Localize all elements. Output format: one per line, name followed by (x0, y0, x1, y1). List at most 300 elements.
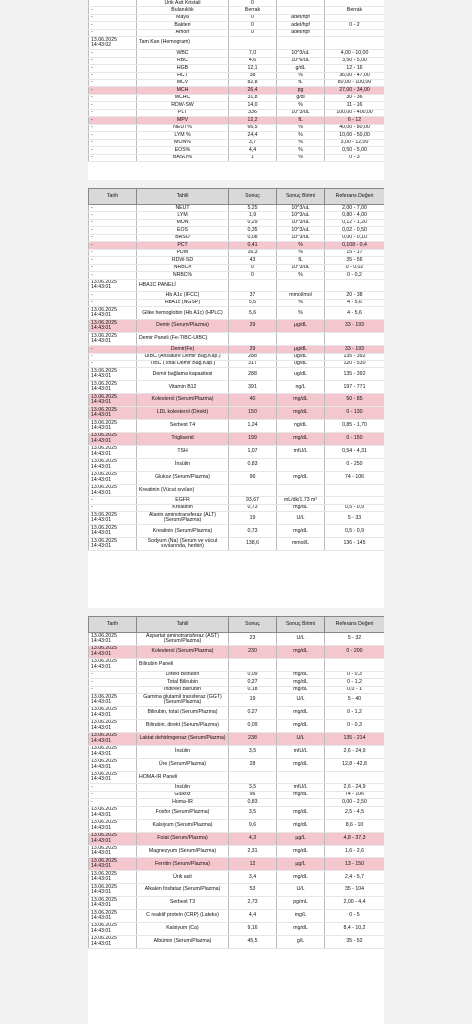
date-cell: - (89, 497, 137, 504)
reference-cell: 197 - 771 (325, 381, 385, 394)
reference-cell: 20 - 38 (325, 292, 385, 299)
date-cell: - (89, 272, 137, 279)
date-cell: - (89, 264, 137, 271)
header-test: Tahlil (137, 617, 229, 633)
reference-cell: 5 - 32 (325, 633, 385, 646)
date-cell: - (89, 791, 137, 798)
date-cell: - (89, 50, 137, 57)
test-name-cell: MON (137, 219, 229, 226)
date-cell: - (89, 212, 137, 219)
result-cell: 0,73 (229, 504, 277, 511)
table-row (89, 292, 385, 299)
test-name-cell: Demir Paneli (Fe-TIBC-UIBC) (137, 333, 229, 346)
test-name-cell: PCT (137, 242, 229, 249)
lab-results-table-1 (88, 0, 384, 162)
report-page-2 (88, 188, 384, 608)
table-row (89, 538, 385, 551)
date-cell: 13.06.2025 14:43:01 (89, 706, 137, 719)
date-cell: 13.06.2025 14:43:01 (89, 381, 137, 394)
section-row (89, 37, 385, 50)
date-cell: - (89, 227, 137, 234)
result-cell: 5,6 (229, 307, 277, 320)
reference-cell: 30 - 36 (325, 94, 385, 101)
date-cell: - (89, 353, 137, 360)
table-row (89, 272, 385, 279)
date-cell: - (89, 249, 137, 256)
table-row (89, 360, 385, 367)
result-cell: 16,3 (229, 249, 277, 256)
unit-cell: mg/dL (277, 706, 325, 719)
table-row (89, 139, 385, 146)
table-row (89, 320, 385, 333)
unit-cell: % (277, 299, 325, 306)
date-cell: 13.06.2025 14:43:01 (89, 407, 137, 420)
test-name-cell: RDW-SD (137, 257, 229, 264)
table-row (89, 745, 385, 758)
unit-cell (277, 658, 325, 671)
table-row (89, 504, 385, 511)
test-name-cell: WBC (137, 50, 229, 57)
date-cell: - (89, 234, 137, 241)
unit-cell: U/L (277, 694, 325, 707)
table-row (89, 884, 385, 897)
unit-cell: mg/dL (277, 806, 325, 819)
result-cell: 336 (229, 109, 277, 116)
result-cell: 12,1 (229, 65, 277, 72)
unit-cell: µg/L (277, 832, 325, 845)
unit-cell: mg/dL (277, 871, 325, 884)
reference-cell: 0 - 0,3 (325, 671, 385, 678)
result-cell: 3,7 (229, 139, 277, 146)
result-cell: 82,8 (229, 79, 277, 86)
test-name-cell: MCV (137, 79, 229, 86)
table-row (89, 407, 385, 420)
test-name-cell: Kalsiyum (Ca) (137, 922, 229, 935)
unit-cell: µg/dL (277, 346, 325, 353)
date-cell: 13.06.2025 14:43:01 (89, 538, 137, 551)
unit-cell: mIU/L (277, 745, 325, 758)
result-cell: 26,4 (229, 87, 277, 94)
date-cell: 13.06.2025 14:43:01 (89, 758, 137, 771)
unit-cell: 10^3/uL (277, 234, 325, 241)
date-cell: - (89, 132, 137, 139)
test-name-cell: Bilirubin, direkt (Serum/Plazma) (137, 719, 229, 732)
test-name-cell: Demir(Fe) (137, 346, 229, 353)
unit-cell: 10^3/uL (277, 212, 325, 219)
test-name-cell: MCHC (137, 94, 229, 101)
test-name-cell: Ferritin (Serum/Plazma) (137, 858, 229, 871)
result-cell: 53 (229, 884, 277, 897)
table-row (89, 132, 385, 139)
table-row (89, 525, 385, 538)
unit-cell: % (277, 147, 325, 154)
reference-cell: 3,00 - 12,00 (325, 139, 385, 146)
reference-cell: 0 - 200 (325, 645, 385, 658)
test-name-cell: Glike hemoglobin (Hb A1c) (HPLC) (137, 307, 229, 320)
table-row (89, 819, 385, 832)
table-row (89, 242, 385, 249)
unit-cell: % (277, 249, 325, 256)
result-cell: 5,6 (229, 299, 277, 306)
unit-cell: mg/dL (277, 432, 325, 445)
table-row (89, 147, 385, 154)
table-row (89, 671, 385, 678)
date-cell: 13.06.2025 14:43:01 (89, 279, 137, 292)
date-cell: 13.06.2025 14:43:01 (89, 484, 137, 497)
section-row (89, 771, 385, 784)
reference-cell: 0 - 130 (325, 407, 385, 420)
test-name-cell: Fosfor (Serum/Plazma) (137, 806, 229, 819)
reference-cell: 15 - 17 (325, 249, 385, 256)
date-cell: - (89, 139, 137, 146)
unit-cell (277, 484, 325, 497)
date-cell: 13.06.2025 14:43:01 (89, 432, 137, 445)
table-row (89, 758, 385, 771)
unit-cell: 10^3/uL (277, 227, 325, 234)
test-name-cell: Alkalen fosfataz (Serum/Plazma) (137, 884, 229, 897)
reference-cell (325, 279, 385, 292)
table-row (89, 0, 385, 7)
date-cell: 13.06.2025 14:43:01 (89, 471, 137, 484)
table-row (89, 299, 385, 306)
test-name-cell: Vitamin B12 (137, 381, 229, 394)
table-row (89, 124, 385, 131)
date-cell: - (89, 7, 137, 14)
test-name-cell: Üre (Serum/Plazma) (137, 758, 229, 771)
test-name-cell: HCT (137, 72, 229, 79)
test-name-cell: MCH (137, 87, 229, 94)
unit-cell (277, 799, 325, 806)
reference-cell: 0 - 1,2 (325, 679, 385, 686)
date-cell: 13.06.2025 14:43:01 (89, 719, 137, 732)
unit-cell: adet/hpf (277, 22, 325, 29)
section-row (89, 333, 385, 346)
result-cell: 29 (229, 346, 277, 353)
unit-cell: mg/dL (277, 758, 325, 771)
unit-cell: mg/dL (277, 407, 325, 420)
unit-cell: ug/dL (277, 360, 325, 367)
test-name-cell: Sodyum (Na) (Serum ve vücut sıvılarında, herbiri) (137, 538, 229, 551)
table-row (89, 346, 385, 353)
date-cell: - (89, 65, 137, 72)
test-name-cell: EGFR (137, 497, 229, 504)
reference-cell: 6 - 12 (325, 117, 385, 124)
reference-cell: 50 - 85 (325, 394, 385, 407)
result-cell: 23 (229, 633, 277, 646)
result-cell: 2,73 (229, 897, 277, 910)
unit-cell: 10^3/uL (277, 264, 325, 271)
table-row (89, 57, 385, 64)
result-cell: 1,07 (229, 445, 277, 458)
reference-cell: 74 - 106 (325, 791, 385, 798)
unit-cell (277, 7, 325, 14)
test-name-cell: Bilirubin Paneli (137, 658, 229, 671)
date-cell: 13.06.2025 14:43:01 (89, 307, 137, 320)
result-cell: 45,5 (229, 935, 277, 948)
section-row (89, 484, 385, 497)
result-cell: 0 (229, 29, 277, 36)
unit-cell: ng/L (277, 381, 325, 394)
date-cell: - (89, 109, 137, 116)
test-name-cell: NRBC% (137, 272, 229, 279)
unit-cell: % (277, 124, 325, 131)
date-cell: - (89, 292, 137, 299)
unit-cell: mg/dL (277, 471, 325, 484)
unit-cell: mg/dL (277, 686, 325, 693)
unit-cell: g/L (277, 935, 325, 948)
test-name-cell: Direkt Bilirubin (137, 671, 229, 678)
reference-cell: 2,6 - 24,9 (325, 784, 385, 791)
table-row (89, 234, 385, 241)
result-cell: 1 (229, 154, 277, 161)
result-cell: 0 (229, 0, 277, 7)
unit-cell: fL (277, 117, 325, 124)
table-row (89, 368, 385, 381)
result-cell: 38 (229, 72, 277, 79)
date-cell: 13.06.2025 14:43:01 (89, 910, 137, 923)
unit-cell: mg/dL (277, 791, 325, 798)
date-cell: 13.06.2025 14:43:01 (89, 819, 137, 832)
unit-cell (277, 0, 325, 7)
result-cell: 0,27 (229, 706, 277, 719)
result-cell: 0,83 (229, 799, 277, 806)
table-row (89, 50, 385, 57)
unit-cell: 10^3/uL (277, 109, 325, 116)
header-unit: Sonuç Birimi (277, 617, 325, 633)
date-cell: - (89, 257, 137, 264)
table-row (89, 154, 385, 161)
result-cell (229, 771, 277, 784)
table-row (89, 72, 385, 79)
table-row (89, 87, 385, 94)
table-row (89, 381, 385, 394)
table-row (89, 471, 385, 484)
test-name-cell: LYM % (137, 132, 229, 139)
result-cell: 5,25 (229, 205, 277, 212)
reference-cell: 0,00 - 2,50 (325, 799, 385, 806)
reference-cell: 3,50 - 5,00 (325, 57, 385, 64)
table-row (89, 79, 385, 86)
unit-cell: µg/dL (277, 320, 325, 333)
result-cell: 1,24 (229, 420, 277, 433)
unit-cell: mIU/L (277, 784, 325, 791)
reference-cell: 0,5 - 0,9 (325, 504, 385, 511)
unit-cell: fL (277, 257, 325, 264)
result-cell: 4,3 (229, 832, 277, 845)
reference-cell: 1,6 - 2,6 (325, 845, 385, 858)
lab-results-table-2 (88, 188, 384, 551)
result-cell: 0 (229, 14, 277, 21)
reference-cell: 12 - 16 (325, 65, 385, 72)
result-cell: 150 (229, 407, 277, 420)
unit-cell: 10^6/uL (277, 57, 325, 64)
unit-cell (277, 333, 325, 346)
test-name-cell: Gamma glutamil transferaz (GGT) (Serum/Plazma) (137, 694, 229, 707)
test-name-cell: HBA1C PANELİ (137, 279, 229, 292)
reference-cell: 0,108 - 0,4 (325, 242, 385, 249)
test-name-cell: MPV (137, 117, 229, 124)
table-row (89, 219, 385, 226)
date-cell: - (89, 799, 137, 806)
result-cell: 317 (229, 360, 277, 367)
result-cell: 12 (229, 858, 277, 871)
unit-cell: % (277, 72, 325, 79)
table-row (89, 14, 385, 21)
date-cell: - (89, 14, 137, 21)
unit-cell: mmol/mol (277, 292, 325, 299)
date-cell: 13.06.2025 14:43:01 (89, 858, 137, 871)
date-cell: - (89, 87, 137, 94)
unit-cell: mg/dL (277, 525, 325, 538)
table-row (89, 694, 385, 707)
table-row (89, 458, 385, 471)
result-cell: 3,5 (229, 806, 277, 819)
test-name-cell: PLT (137, 109, 229, 116)
test-name-cell: Demir (Serum/Plazma) (137, 320, 229, 333)
table-row (89, 897, 385, 910)
date-cell: 13.06.2025 14:43:01 (89, 658, 137, 671)
reference-cell: 0 - 1,2 (325, 706, 385, 719)
date-cell: - (89, 686, 137, 693)
header-date: Tarih (89, 189, 137, 205)
date-cell: - (89, 242, 137, 249)
reference-cell: 0 - 150 (325, 432, 385, 445)
table-row (89, 22, 385, 29)
reference-cell: 40,00 - 80,00 (325, 124, 385, 131)
table-row (89, 858, 385, 871)
reference-cell: 74 - 106 (325, 471, 385, 484)
reference-cell: Berrak (325, 7, 385, 14)
result-cell: 230 (229, 645, 277, 658)
reference-cell: 35 - 104 (325, 884, 385, 897)
date-cell: 13.06.2025 14:43:01 (89, 732, 137, 745)
table-row (89, 784, 385, 791)
date-cell: 13.06.2025 14:43:01 (89, 458, 137, 471)
unit-cell: mg/L (277, 910, 325, 923)
result-cell: 0,18 (229, 686, 277, 693)
reference-cell: 0,0 - 1 (325, 686, 385, 693)
test-name-cell: Kalsiyum (Serum/Plazma) (137, 819, 229, 832)
table-row (89, 799, 385, 806)
test-name-cell: LYM (137, 212, 229, 219)
test-name-cell: Tam Kan (Hemogram) (137, 37, 229, 50)
test-name-cell: UIBC (Ansatüre Demir Bağ.Kap.) (137, 353, 229, 360)
date-cell: - (89, 219, 137, 226)
result-cell: 31,8 (229, 94, 277, 101)
table-row (89, 935, 385, 948)
result-cell: 3,5 (229, 745, 277, 758)
table-row (89, 910, 385, 923)
reference-cell: 2,4 - 5,7 (325, 871, 385, 884)
table-row (89, 871, 385, 884)
reference-cell (325, 333, 385, 346)
reference-cell: 5 - 40 (325, 694, 385, 707)
reference-cell: 0,12 - 1,20 (325, 219, 385, 226)
reference-cell: 36,00 - 47,00 (325, 72, 385, 79)
result-cell: 199 (229, 432, 277, 445)
result-cell: 2,31 (229, 845, 277, 858)
reference-cell: 2,6 - 24,9 (325, 745, 385, 758)
header-result: Sonuç (229, 617, 277, 633)
reference-cell (325, 484, 385, 497)
unit-cell: % (277, 102, 325, 109)
reference-cell: 4,00 - 10,00 (325, 50, 385, 57)
reference-cell: 35 - 56 (325, 257, 385, 264)
header-result: Sonuç (229, 189, 277, 205)
result-cell: 0 (229, 264, 277, 271)
test-name-cell: TIBC (Total Demir Bağ.Kap.) (137, 360, 229, 367)
date-cell: 13.06.2025 14:43:01 (89, 745, 137, 758)
unit-cell: mg/dL (277, 719, 325, 732)
result-cell (229, 484, 277, 497)
test-name-cell: Bilirubin, total (Serum/Plazma) (137, 706, 229, 719)
table-row (89, 420, 385, 433)
date-cell: 13.06.2025 14:43:01 (89, 897, 137, 910)
test-name-cell: RBC (137, 57, 229, 64)
table-row (89, 7, 385, 14)
result-cell (229, 658, 277, 671)
reference-cell: 0 - 2 (325, 22, 385, 29)
date-cell: 13.06.2025 14:43:01 (89, 845, 137, 858)
unit-cell (277, 279, 325, 292)
reference-cell: 135 - 392 (325, 353, 385, 360)
header-reference: Referans Değeri (325, 617, 385, 633)
table-row (89, 227, 385, 234)
date-cell: - (89, 29, 137, 36)
table-row (89, 394, 385, 407)
reference-cell: 35 - 52 (325, 935, 385, 948)
date-cell: - (89, 205, 137, 212)
date-cell: - (89, 154, 137, 161)
result-cell: 66,5 (229, 124, 277, 131)
date-cell: 13.06.2025 14:43:01 (89, 694, 137, 707)
reference-cell: 0 - 5 (325, 910, 385, 923)
test-name-cell: Kolesterol (Serum/Plazma) (137, 645, 229, 658)
result-cell: 0 (229, 22, 277, 29)
reference-cell (325, 0, 385, 7)
test-name-cell: Demir bağlama kapasitesi (137, 368, 229, 381)
test-name-cell: NEUT% (137, 124, 229, 131)
reference-cell (325, 771, 385, 784)
unit-cell: ng/dL (277, 420, 325, 433)
result-cell: 288 (229, 353, 277, 360)
test-name-cell: HGB (137, 65, 229, 72)
result-cell: 28 (229, 758, 277, 771)
date-cell: 13.06.2025 14:43:02 (89, 37, 137, 50)
result-cell: 3,4 (229, 871, 277, 884)
unit-cell: mmol/L (277, 538, 325, 551)
reference-cell: 12,8 - 42,8 (325, 758, 385, 771)
table-row (89, 432, 385, 445)
result-cell: 96 (229, 471, 277, 484)
reference-cell: 0,5 - 0,9 (325, 525, 385, 538)
reference-cell: 0 - 0,02 (325, 264, 385, 271)
date-cell: 13.06.2025 14:43:01 (89, 394, 137, 407)
date-cell: 13.06.2025 14:43:01 (89, 771, 137, 784)
reference-cell: 100,00 - 400,00 (325, 109, 385, 116)
reference-cell: 10,00 - 50,00 (325, 132, 385, 139)
table-row (89, 212, 385, 219)
result-cell: 288 (229, 368, 277, 381)
date-cell: - (89, 504, 137, 511)
reference-cell: 0,00 - 0,10 (325, 234, 385, 241)
date-cell: - (89, 360, 137, 367)
table-row (89, 679, 385, 686)
test-name-cell: Aspartat aminotransferaz (AST) (Serum/Plazma) (137, 633, 229, 646)
result-cell: 9,16 (229, 922, 277, 935)
test-name-cell: Kreatinin (137, 504, 229, 511)
test-name-cell: İndirekt Bilirubin (137, 686, 229, 693)
